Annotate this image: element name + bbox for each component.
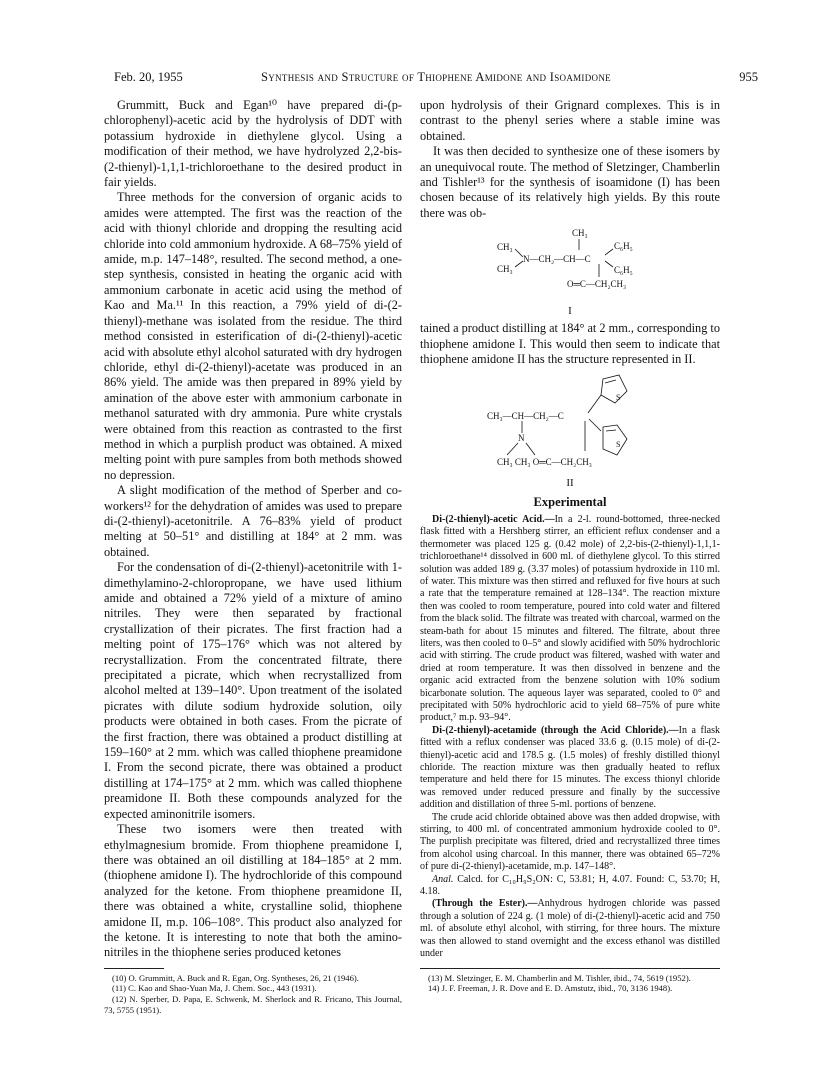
paragraph: upon hydrolysis of their Grignard complexes. This is in contrast to the phenyl series where a stable imine was obtained. (420, 98, 720, 143)
header-title: Synthesis and Structure of Thiophene Amidone and Isoamidone (261, 70, 611, 84)
svg-text:O═C—CH₂CH₃: O═C—CH₂CH₃ (567, 279, 627, 290)
header-date: Feb. 20, 1955 (114, 70, 183, 84)
svg-text:CH₃: CH₃ (497, 242, 513, 253)
paragraph: These two isomers were then treated with ethylmagnesium bromide. From thiophene preamidone I, there was obtained an oil distilling at 184–185° at 2 mm. (thiophene amidone I). The hydrochloride of this compound analyzed for the ketone. From thiophene preamidone II, there was obtained a white, crystalline solid, thiophene amidone II, m.p. 106–108°. This product also analyzed for the ketone. It is interesting to note that both the amino-nitriles in the thiophene series produced ketones (104, 822, 402, 960)
running-header (114, 70, 758, 86)
experimental-paragraph (420, 874, 720, 899)
paragraph: Grummitt, Buck and Egan¹⁰ have prepared di-(p-chlorophenyl)-acetic acid by the hydrolysis of DDT with potassium hydroxide in diethylene glycol. Using a modification of their method, we have hydrolyzed 2,2-bis-(2-thienyl)-1,1,1-trichloroethane to the desired product in fair yields. (104, 98, 402, 190)
experimental-paragraph (420, 725, 720, 812)
svg-text:N—CH₂—CH—C: N—CH₂—CH—C (523, 254, 591, 265)
footnote: (13) M. Sletzinger, E. M. Chamberlin and M. Tishler, ibid., 74, 5619 (1952). (428, 972, 691, 983)
footnote: (11) C. Kao and Shao-Yuan Ma, J. Chem. Soc., 443 (1931). (112, 983, 317, 994)
svg-text:CH₃: CH₃ (497, 264, 513, 275)
experimental-text: Anhydrous hydrogen chloride was passed through a solution of 224 g. (1 mole) of di-(2-thienyl)-acetic acid and 750 ml. of absolute ethyl alcohol, with stirring, for three hours. The mixture was then allowed to stand overnight and the excess ethanol was distilled under (420, 898, 721, 960)
experimental-paragraph (420, 898, 720, 960)
structure-label-i: I (568, 305, 572, 318)
structure-label-ii: II (566, 477, 574, 490)
svg-text:S: S (616, 440, 621, 450)
footnote: 14) J. F. Freeman, J. R. Dove and E. D. Amstutz, ibid., 70, 3136 1948). (428, 983, 673, 994)
svg-text:CH₃: CH₃ (572, 228, 588, 239)
footnotes-right (420, 973, 720, 994)
experimental-paragraph (420, 812, 720, 874)
structure-thiophene-amidone-ii (485, 373, 655, 473)
paragraph: For the condensation of di-(2-thienyl)-acetonitrile with 1-dimethylamino-2-chloropropane, we have used lithium amide and obtained a 72% yield of a mixture of amino nitriles. They were then separated by fractional crystallization of their picrates. The first fraction had a melting point of 175–176° which was not altered by recrystallization. From the concentrated filtrate, there precipitated a picrate, which when recrystallized from alcohol melted at 139–140°. Upon treatment of the isolated picrates with dilute sodium hydroxide solution, oily products were obtained in both cases. From the picrate of the first fraction, there was obtained a product distilling at 159–160° at 2 mm. which was called thiophene preamidone I. From the second picrate, there was obtained a product distilling at 174–175° at 2 mm. which was called thiophene preamidone II. Both these compounds analyzed for the expected aminonitrile isomers. (104, 560, 402, 821)
experimental-paragraph (420, 514, 720, 725)
svg-text:C₆H₅: C₆H₅ (614, 241, 633, 252)
footnote: (12) N. Sperber, D. Papa, E. Schwenk, M. Sherlock and R. Fricano, This Journal, 73, 5755 (1951). (104, 993, 402, 1015)
right-column (420, 98, 720, 994)
svg-text:C₆H₅: C₆H₅ (614, 265, 633, 276)
experimental-text: Calcd. for C₁₀H₉S₂ON: C, 53.81; H, 4.07. Found: C, 53.70; H, 4.18. (420, 873, 720, 898)
experimental-section (420, 514, 720, 961)
paragraph: Three methods for the conversion of organic acids to amides were attempted. The first was the reaction of the acid with thionyl chloride and dropping the resulting acid chloride into cold ammonium hydroxide. A 68–75% yield of amide, m.p. 147–148°, resulted. The second method, a one-step synthesis, consisted in heating the organic acid with ammonium carbonate in acetic acid using the method of Kao and Ma.¹¹ In this reaction, a 79% yield of di-(2-thienyl)-methane was isolated from the residue. The third method consisted in esterification of di-(2-thienyl)-acetic acid with absolute ethyl alcohol saturated with dry hydrogen chloride, ethyl di-(2-thienyl)-acetate was produced in an 86% yield. The amide was then prepared in 89% yield by amination of the above ester with ammonium carbonate in methanol saturated with dry ammonia. Pure white crystals were obtained from this reaction as contrasted to the first method in which a purplish product was obtained. A mixed melting point with pure samples from both methods showed no depression. (104, 190, 402, 482)
footnote-divider (104, 968, 164, 969)
section-heading-experimental: Experimental (533, 495, 607, 510)
experimental-text: In a flask fitted with a reflux condenser was placed 33.6 g. (0.15 mole) of di-(2-thienyl)-acetic acid and 178.5 g. (1.5 moles) of freshly distilled thionyl chloride. The reaction mixture was then gradually heated to reflux temperature and held there for 15 minutes. The excess thionyl chloride was removed under reduced pressure and finally by the successive addition and distillation of three 5-ml. portions of benzene. (420, 724, 720, 811)
paragraph: It was then decided to synthesize one of these isomers by an unequivocal route. The method of Sletzinger, Chamberlin and Tishler¹³ for the synthesis of isoamidone (I) has been chosen because of its relatively high yields. By this route there was ob- (420, 144, 720, 220)
structure-isoamidone (495, 227, 645, 301)
experimental-lead: Anal. (432, 873, 454, 885)
footnotes-left (104, 973, 402, 1015)
footnote-divider (420, 968, 720, 969)
experimental-lead: Di-(2-thienyl)-acetamide (through the Acid Chloride).— (432, 724, 679, 736)
page-number: 955 (739, 70, 758, 84)
svg-text:N: N (518, 433, 525, 444)
paragraph: A slight modification of the method of Sperber and co-workers¹² for the dehydration of amides was used to prepare di-(2-thienyl)-acetonitrile. A 76–83% yield of product melting at 50–51° and distilling at 184° at 2 mm. was obtained. (104, 483, 402, 559)
svg-text:CH₃—CH—CH₂—C: CH₃—CH—CH₂—C (487, 411, 564, 422)
experimental-text: The crude acid chloride obtained above was then added dropwise, with stirring, to 400 ml. of concentrated ammonium hydroxide cooled to 0°. The purplish precipitate was filtered, dried and recrystallized three times from alcohol using charcoal. In this manner, there was obtained 65–72% of pure di-(2-thienyl)-acetamide, m.p. 147–148°. (420, 811, 720, 873)
experimental-lead: Di-(2-thienyl)-acetic Acid.— (432, 513, 555, 525)
svg-text:CH₃ CH₃ O═C—CH₂CH₃: CH₃ CH₃ O═C—CH₂CH₃ (497, 457, 592, 468)
paragraph: tained a product distilling at 184° at 2 mm., corresponding to thiophene amidone I. This would then seem to indicate that thiophene amidone II has the structure represented in II. (420, 321, 720, 367)
footnote: (10) O. Grummitt, A. Buck and R. Egan, Org. Syntheses, 26, 21 (1946). (112, 972, 359, 983)
experimental-text: In a 2-l. round-bottomed, three-necked flask fitted with a Hershberg stirrer, an efficient reflux condenser and a thermometer was placed 125 g. (0.42 mole) of 2,2-bis-(2-thienyl)-1,1,1-trichloroethane¹⁴ dissolved in 600 ml. of diethylene glycol. To this stirred solution was added 189 g. (3.37 moles) of potassium hydroxide in 110 ml. of water. This mixture was then stirred and refluxed for five hours at such a rate that the temperature remained at 128–134°. The reaction mixture then was cooled to room temperature, poured into cold water and filtered from the black solid. The filtrate was treated with charcoal, warmed on the steam-bath for about 15 minutes and filtered. The filtrate, about three liters, was then cooled to 0–5° and slowly acidified with 50% hydrochloric acid with stirring. The crude product was filtered, washed with water and dried at room temperature. It was then dissolved in benzene and the organic acid extracted from the benzene solution with 10% sodium bicarbonate solution. The aqueous layer was separated, cooled to 0° and precipitated with 50% hydrochloric acid to yield 68–75% of pure white product,⁷ m.p. 93–94°. (420, 513, 720, 724)
left-column (104, 98, 402, 1015)
experimental-lead: (Through the Ester).— (432, 898, 538, 910)
svg-text:S: S (616, 393, 621, 403)
